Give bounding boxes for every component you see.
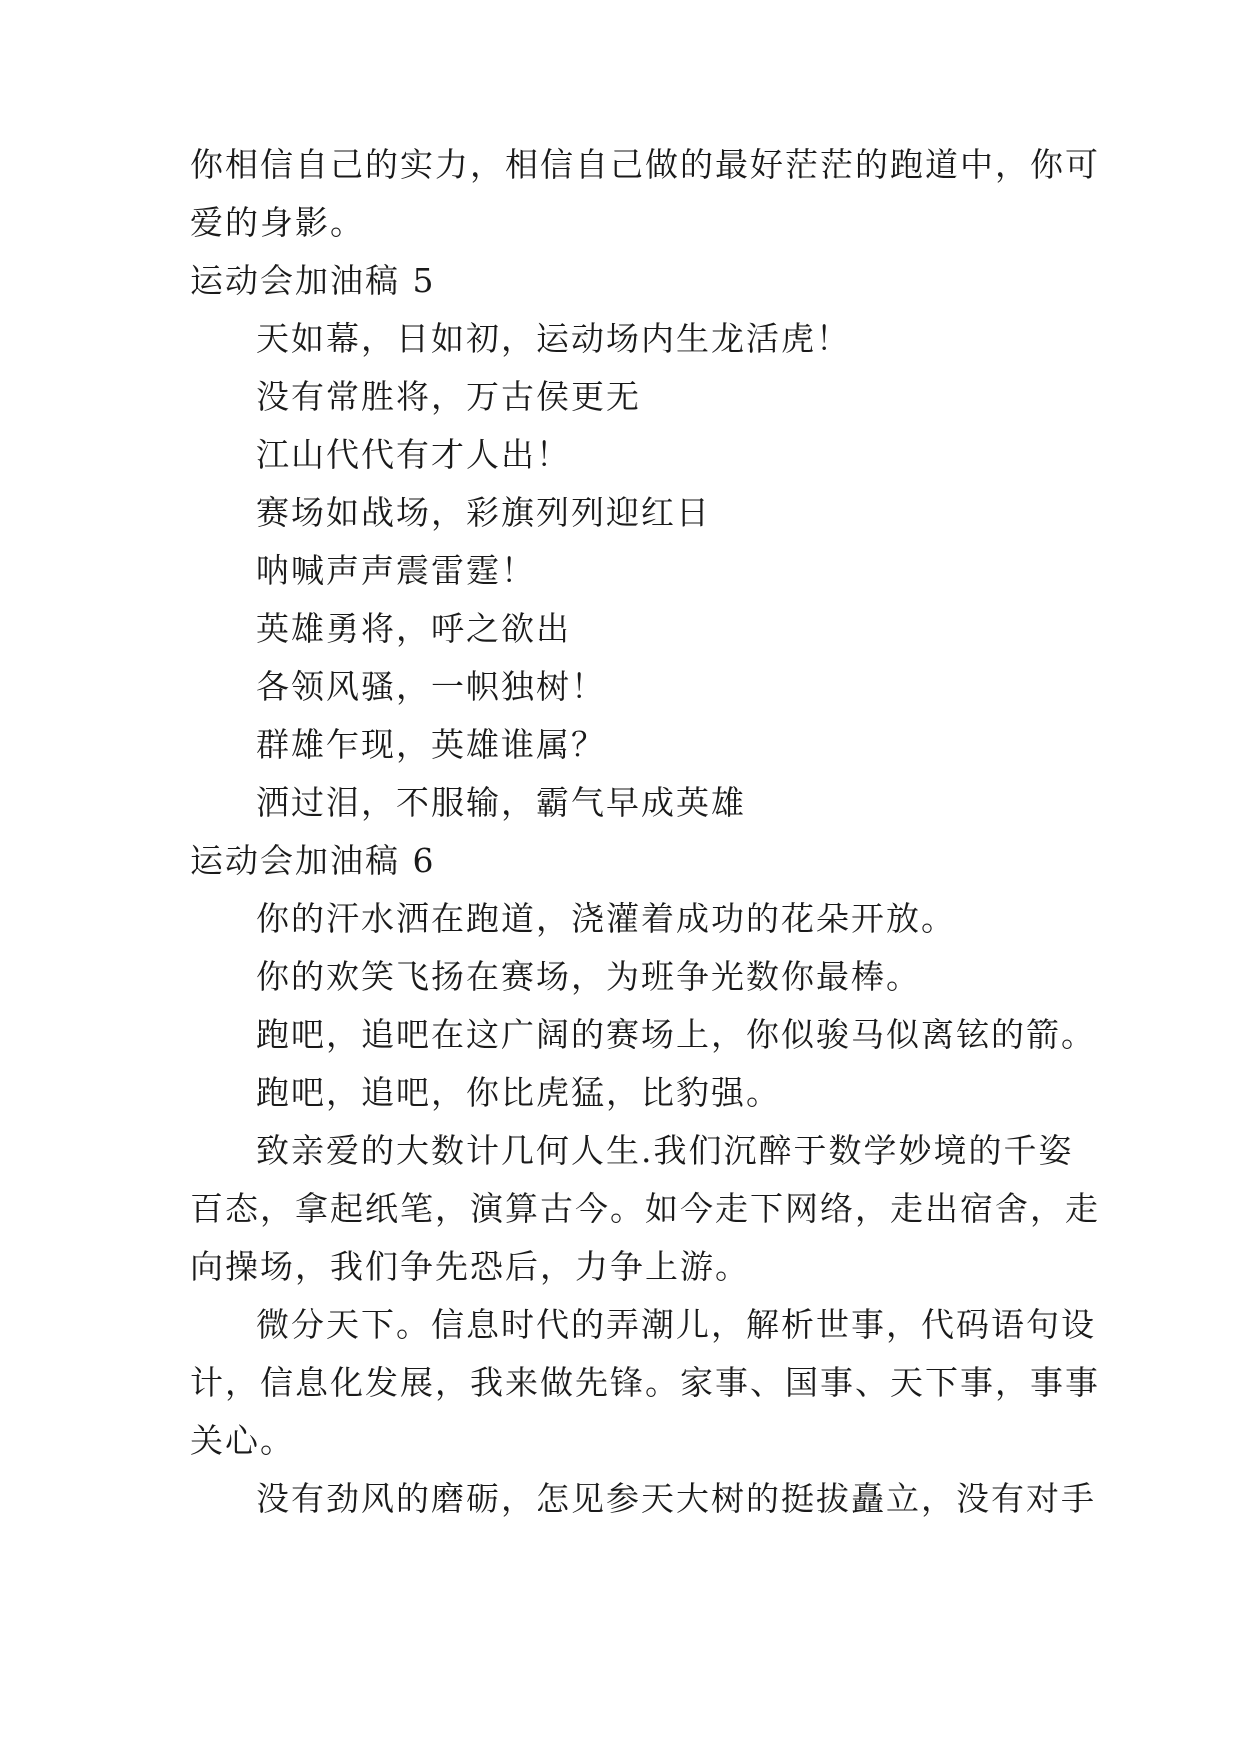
text-line: 群雄乍现，英雄谁属？ <box>256 725 606 764</box>
text-line: 致亲爱的大数计几何人生.我们沉醉于数学妙境的千姿 <box>256 1131 1074 1170</box>
text-line: 微分天下。信息时代的弄潮儿，解析世事，代码语句设 <box>256 1305 1096 1344</box>
section-heading-5: 运动会加油稿 5 <box>190 261 436 300</box>
text-line: 爱的身影。 <box>190 203 365 242</box>
text-line: 你相信自己的实力，相信自己做的最好茫茫的跑道中，你可 <box>190 145 1100 184</box>
text-line: 天如幕，日如初，运动场内生龙活虎！ <box>256 319 851 358</box>
text-line: 计，信息化发展，我来做先锋。家事、国事、天下事，事事 <box>190 1363 1100 1402</box>
text-line: 跑吧，追吧在这广阔的赛场上，你似骏马似离铉的箭。 <box>256 1015 1096 1054</box>
text-line: 呐喊声声震雷霆！ <box>256 551 536 590</box>
text-line: 赛场如战场，彩旗列列迎红日 <box>256 493 711 532</box>
text-line: 没有劲风的磨砺，怎见参天大树的挺拔矗立，没有对手 <box>256 1479 1096 1518</box>
text-line: 各领风骚，一帜独树！ <box>256 667 606 706</box>
text-line: 百态，拿起纸笔，演算古今。如今走下网络，走出宿舍，走 <box>190 1189 1100 1228</box>
text-line: 洒过泪，不服输，霸气早成英雄 <box>256 783 746 822</box>
text-line: 你的汗水洒在跑道，浇灌着成功的花朵开放。 <box>256 899 956 938</box>
text-line: 向操场，我们争先恐后，力争上游。 <box>190 1247 750 1286</box>
text-line: 关心。 <box>190 1421 295 1460</box>
text-line: 英雄勇将，呼之欲出 <box>256 609 571 648</box>
text-line: 你的欢笑飞扬在赛场，为班争光数你最棒。 <box>256 957 921 996</box>
text-line: 江山代代有才人出！ <box>256 435 571 474</box>
section-heading-6: 运动会加油稿 6 <box>190 841 436 880</box>
text-line: 跑吧，追吧，你比虎猛，比豹强。 <box>256 1073 781 1112</box>
text-line: 没有常胜将，万古侯更无 <box>256 377 641 416</box>
